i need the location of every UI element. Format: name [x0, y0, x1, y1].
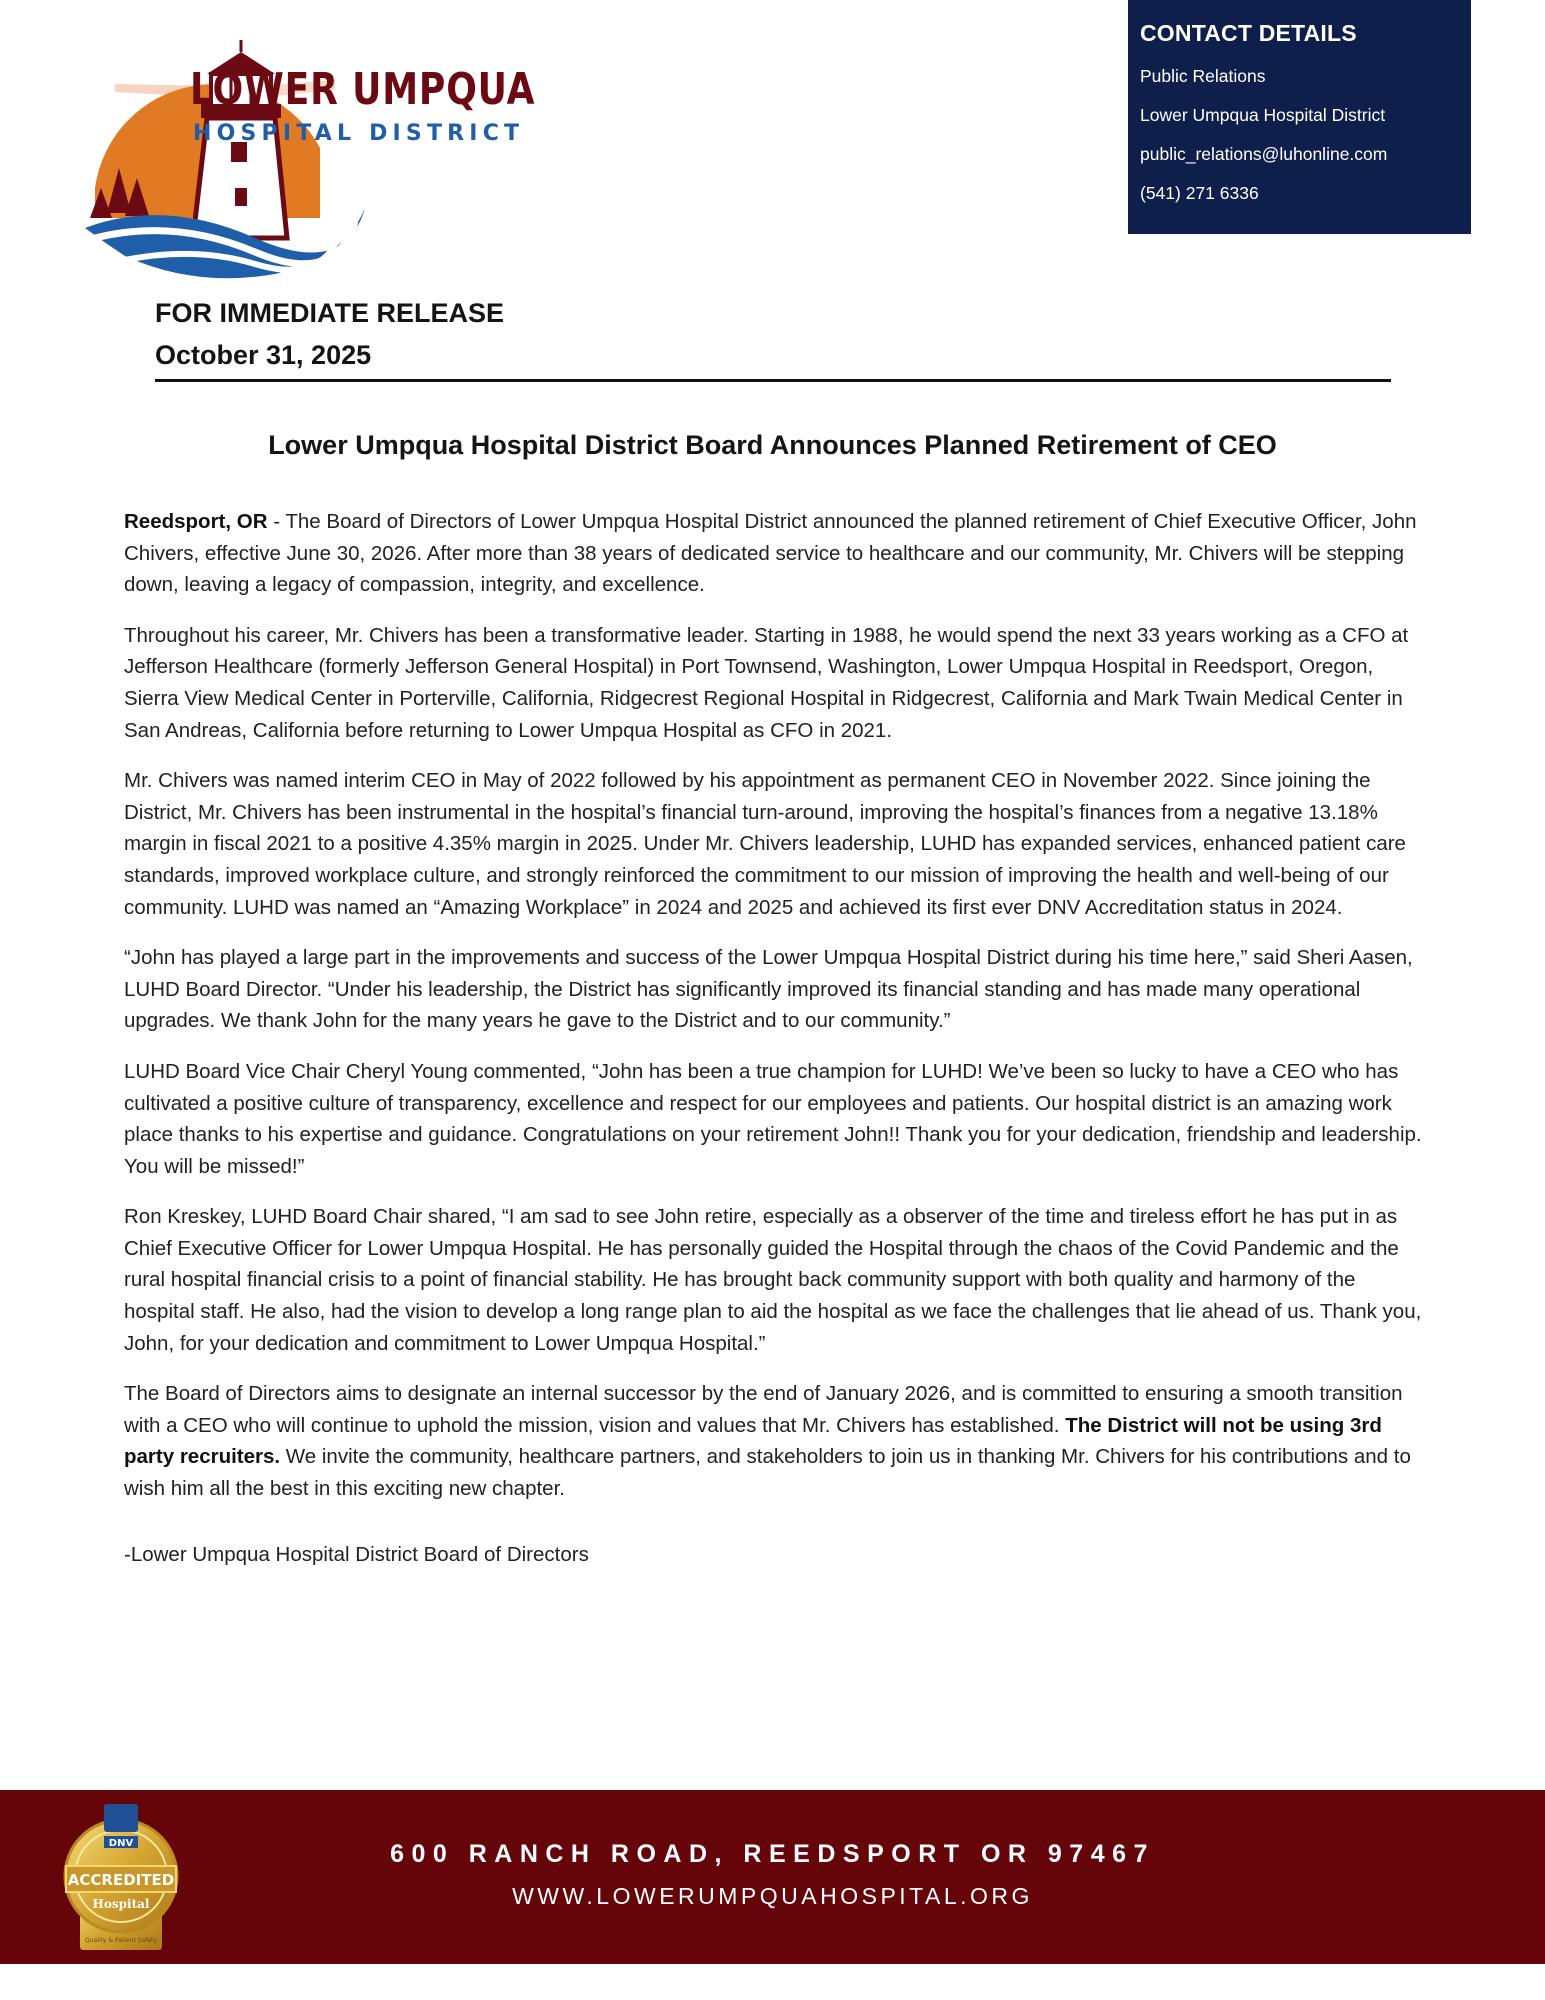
release-label: FOR IMMEDIATE RELEASE — [155, 298, 505, 328]
paragraph-3: Mr. Chivers was named interim CEO in May of 2022 followed by his appointment as permanent CEO in November 2022. Since joining the District, Mr. Chivers has been instrumental in the hospital’s financial turn-around, improving the hospital’s finances from a negative 13.18% margin in fiscal 2021 to a positive 4.35% margin in 2025. Under Mr. Chivers leadership, LUHD has expanded services, enhanced patient care standards, improved workplace culture, and strongly reinforced the commitment to our mission of improving the health and well-being of our community. LUHD was named an “Amazing Workplace” in 2024 and 2025 and achieved its first ever DNV Accreditation status in 2024. — [124, 769, 1406, 919]
badge-tiny-text: Quality & Patient Safety — [85, 1937, 157, 1944]
contact-phone: (541) 271 6336 — [1140, 183, 1259, 203]
signature: -Lower Umpqua Hospital District Board of Directors — [124, 1542, 589, 1566]
badge-sub-text: Hospital — [92, 1897, 150, 1911]
release-block — [155, 292, 504, 376]
paragraph-7-bold: The District will not be using 3rd party recruiters. — [124, 1413, 1382, 1469]
paragraph-6: Ron Kreskey, LUHD Board Chair shared, “I am sad to see John retire, especially as a observer of the time and tireless effort he has put in as Chief Executive Officer for Lower Umpqua Hospital. He has personally guided the Hospital through the chaos of the Covid Pandemic and the rural hospital financial crisis to a point of financial stability. He has brought back community support with both quality and harmony of the hospital staff. He also, had the vision to develop a long range plan to aid the hospital as we face the challenges that lie ahead of us. Thank you, John, for your dedication and commitment to Lower Umpqua Hospital.” — [124, 1205, 1422, 1355]
contact-details-box — [1128, 0, 1471, 234]
paragraph-7-text-b: We invite the community, healthcare partners, and stakeholders to join us in thanking Mr. Chivers for his contributions and to wish him all the best in this exciting new chapter. — [124, 1445, 1411, 1501]
badge-main-text: ACCREDITED — [67, 1871, 175, 1889]
footer-address: 600 RANCH ROAD, REEDSPORT OR 97467 — [390, 1840, 1155, 1868]
dateline: Reedsport, OR — [124, 510, 268, 533]
divider — [155, 379, 1391, 382]
contact-email[interactable]: public_relations@luhonline.com — [1140, 144, 1388, 164]
paragraph-7-text-a: The Board of Directors aims to designate an internal successor by the end of January 2026, and is committed to ensuring a smooth transition with a CEO who will continue to uphold the mission, vision and values that Mr. Chivers has established. — [124, 1382, 1403, 1437]
paragraph-1 — [124, 506, 1424, 601]
paragraph-4: “John has played a large part in the improvements and success of the Lower Umpqua Hospital District during his time here,” said Sheri Aasen, LUHD Board Director. “Under his leadership, the District has significantly improved its financial standing and has made many operational upgrades. We thank John for the many years he gave to the District and to our community.” — [124, 946, 1413, 1033]
contact-department: Public Relations — [1140, 66, 1266, 86]
paragraph-1-text: - The Board of Directors of Lower Umpqua Hospital District announced the planned retirement of Chief Executive Officer, John Chivers, effective June 30, 2026. After more than 38 years of dedicated service to healthcare and our community, Mr. Chivers will be stepping down, leaving a legacy of compassion, integrity, and excellence. — [124, 510, 1417, 597]
dnv-accredited-badge-icon — [62, 1796, 180, 1952]
press-body — [124, 506, 1424, 1589]
paragraph-7 — [124, 1378, 1424, 1504]
press-headline: Lower Umpqua Hospital District Board Announces Planned Retirement of CEO — [268, 430, 1277, 460]
paragraph-5: LUHD Board Vice Chair Cheryl Young commented, “John has been a true champion for LUHD! We’ve been so lucky to have a CEO who has cultivated a positive culture of transparency, excellence and respect for our employees and patients. Our hospital district is an amazing work place thanks to his expertise and guidance. Congratulations on your retirement John!! Thank you for your dedication, friendship and leadership. You will be missed!” — [124, 1059, 1422, 1178]
footer-website-link[interactable]: WWW.LOWERUMPQUAHOSPITAL.ORG — [512, 1883, 1033, 1909]
paragraph-2: Throughout his career, Mr. Chivers has been a transformative leader. Starting in 1988, he would spend the next 33 years working as a CFO at Jefferson Healthcare (formerly Jefferson General Hospital) in Port Townsend, Washington, Lower Umpqua Hospital in Reedsport, Oregon, Sierra View Medical Center in Porterville, California, Ridgecrest Regional Hospital in Ridgecrest, California and Mark Twain Medical Center in San Andreas, California before returning to Lower Umpqua Hospital as CFO in 2021. — [124, 623, 1409, 742]
brand-name: LOWER UMPQUA — [190, 64, 536, 115]
badge-top-text: DNV — [108, 1838, 134, 1849]
release-date: October 31, 2025 — [155, 340, 372, 370]
contact-organization: Lower Umpqua Hospital District — [1140, 105, 1386, 125]
contact-title: CONTACT DETAILS — [1140, 20, 1357, 46]
brand-subtitle: HOSPITAL DISTRICT — [193, 121, 525, 146]
footer-bar — [0, 1790, 1545, 1964]
